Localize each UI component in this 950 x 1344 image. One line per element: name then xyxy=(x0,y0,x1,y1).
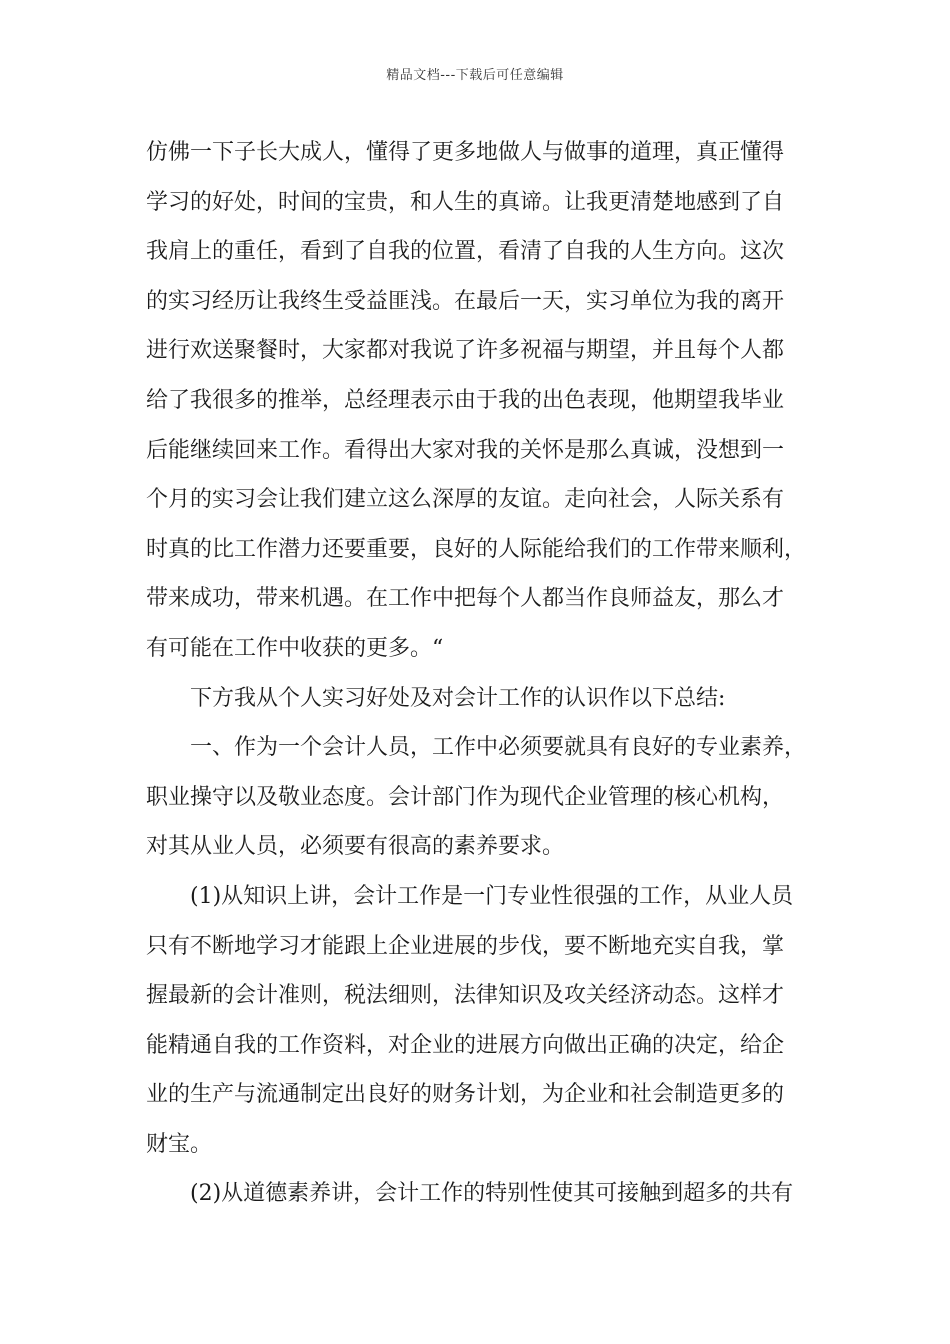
text-line: 带来成功，带来机遇。在工作中把每个人都当作良师益友，那么才 xyxy=(146,586,785,612)
text-line: 个月的实习会让我们建立这么深厚的友谊。走向社会，人际关系有 xyxy=(146,487,785,513)
text-line: 给了我很多的推举，总经理表示由于我的出色表现，他期望我毕业 xyxy=(146,387,785,413)
text-line: 进行欢送聚餐时，大家都对我说了许多祝福与期望，并且每个人都 xyxy=(146,338,785,364)
text-line: 后能继续回来工作。看得出大家对我的关怀是那么真诚，没想到一 xyxy=(146,437,785,463)
text-line: 的实习经历让我终生受益匪浅。在最后一天，实习单位为我的离开 xyxy=(146,288,785,314)
text-line: 时真的比工作潜力还要重要，良好的人际能给我们的工作带来顺利， xyxy=(146,536,807,562)
text-line: 仿佛一下子长大成人，懂得了更多地做人与做事的道理，真正懂得 xyxy=(146,140,785,165)
text-line: 一、作为一个会计人员，工作中必须要就具有良好的专业素养， xyxy=(190,735,807,761)
document-body xyxy=(146,128,816,1219)
page-header: 精品文档---下载后可任意编辑 xyxy=(386,68,564,83)
text-line: 业的生产与流通制定出良好的财务计划，为企业和社会制造更多的 xyxy=(146,1082,785,1108)
text-line: 财宝。 xyxy=(146,1131,213,1157)
text-line: 我肩上的重任，看到了自我的位置，看清了自我的人生方向。这次 xyxy=(146,239,785,265)
text-line: 学习的好处，时间的宝贵，和人生的真谛。让我更清楚地感到了自 xyxy=(146,189,785,215)
text-line: 有可能在工作中收获的更多。“ xyxy=(146,635,444,661)
text-line: 只有不断地学习才能跟上企业进展的步伐，要不断地充实自我，掌 xyxy=(146,933,785,959)
text-line: (2)从道德素养讲，会计工作的特别性使其可接触到超多的共有 xyxy=(190,1181,794,1207)
text-line: 职业操守以及敬业态度。会计部门作为现代企业管理的核心机构， xyxy=(146,784,785,810)
text-line: (1)从知识上讲，会计工作是一门专业性很强的工作，从业人员 xyxy=(190,883,794,909)
text-line: 能精通自我的工作资料，对企业的进展方向做出正确的决定，给企 xyxy=(146,1032,785,1058)
text-line: 下方我从个人实习好处及对会计工作的认识作以下总结: xyxy=(190,685,726,711)
text-line: 握最新的会计准则，税法细则，法律知识及攻关经济动态。这样才 xyxy=(146,983,785,1009)
text-line: 对其从业人员，必须要有很高的素养要求。 xyxy=(146,834,565,860)
